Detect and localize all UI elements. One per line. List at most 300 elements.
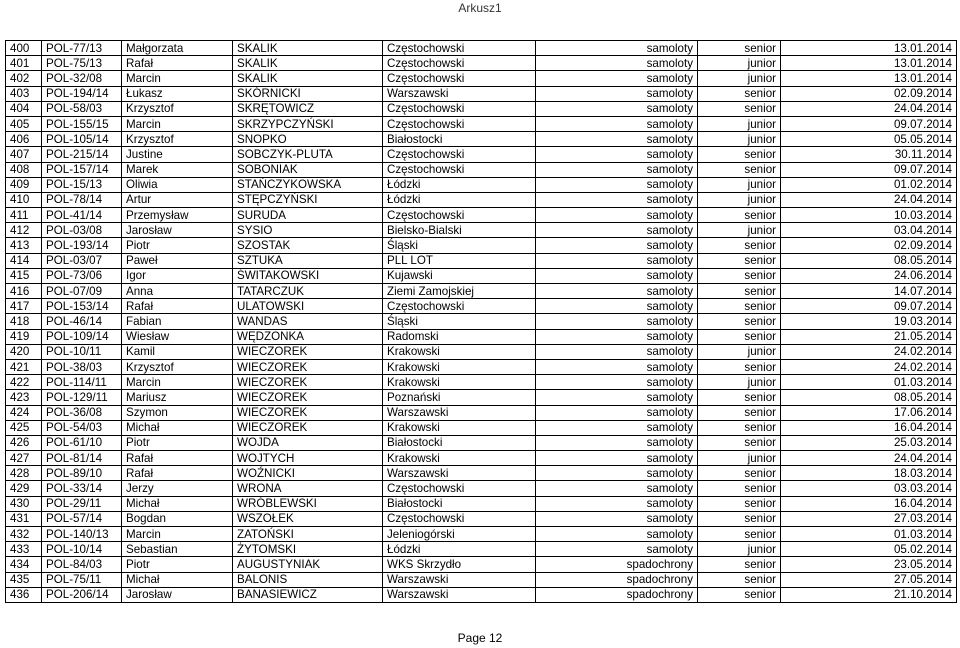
category-cell: samoloty [536,405,698,420]
last-name-cell: WIECZOREK [233,375,383,390]
level-cell: junior [698,542,781,557]
level-cell: senior [698,284,781,299]
category-cell: samoloty [536,238,698,253]
last-name-cell: WOJDA [233,435,383,450]
date-cell: 03.04.2014 [781,223,957,238]
club-cell: Krakowski [383,359,536,374]
license-id-cell: POL-75/11 [42,572,122,587]
table-row [6,496,957,511]
license-id-cell: POL-41/14 [42,208,122,223]
license-id-cell: POL-58/03 [42,101,122,116]
level-cell: junior [698,116,781,131]
license-id-cell: POL-194/14 [42,86,122,101]
date-cell: 16.04.2014 [781,420,957,435]
table-row [6,268,957,283]
row-number-cell: 417 [6,299,42,314]
table-row [6,314,957,329]
club-cell: Warszawski [383,466,536,481]
category-cell: samoloty [536,329,698,344]
row-number-cell: 422 [6,375,42,390]
club-cell: Warszawski [383,587,536,602]
row-number-cell: 415 [6,268,42,283]
last-name-cell: ŻYTOMSKI [233,542,383,557]
level-cell: senior [698,238,781,253]
club-cell: Częstochowski [383,71,536,86]
date-cell: 30.11.2014 [781,147,957,162]
date-cell: 17.06.2014 [781,405,957,420]
date-cell: 25.03.2014 [781,435,957,450]
last-name-cell: STAŃCZYKOWSKA [233,177,383,192]
first-name-cell: Fabian [122,314,233,329]
club-cell: Krakowski [383,420,536,435]
level-cell: senior [698,481,781,496]
last-name-cell: SKALIK [233,71,383,86]
level-cell: senior [698,466,781,481]
table-row [6,572,957,587]
club-cell: Częstochowski [383,116,536,131]
category-cell: samoloty [536,71,698,86]
row-number-cell: 408 [6,162,42,177]
date-cell: 24.04.2014 [781,192,957,207]
license-id-cell: POL-114/11 [42,375,122,390]
date-cell: 01.02.2014 [781,177,957,192]
first-name-cell: Jerzy [122,481,233,496]
table-row [6,390,957,405]
row-number-cell: 416 [6,284,42,299]
table-row [6,147,957,162]
club-cell: Częstochowski [383,511,536,526]
row-number-cell: 431 [6,511,42,526]
date-cell: 10.03.2014 [781,208,957,223]
last-name-cell: SKRĘTOWICZ [233,101,383,116]
category-cell: samoloty [536,359,698,374]
first-name-cell: Wiesław [122,329,233,344]
table-row [6,359,957,374]
table-row [6,542,957,557]
level-cell: junior [698,56,781,71]
category-cell: samoloty [536,101,698,116]
first-name-cell: Krzysztof [122,359,233,374]
last-name-cell: WRÓBLEWSKI [233,496,383,511]
first-name-cell: Marcin [122,375,233,390]
category-cell: samoloty [536,314,698,329]
row-number-cell: 428 [6,466,42,481]
category-cell: samoloty [536,284,698,299]
row-number-cell: 434 [6,557,42,572]
first-name-cell: Przemysław [122,208,233,223]
club-cell: Częstochowski [383,56,536,71]
table-row [6,284,957,299]
row-number-cell: 427 [6,451,42,466]
date-cell: 05.05.2014 [781,132,957,147]
last-name-cell: WĘDZONKA [233,329,383,344]
club-cell: Białostocki [383,435,536,450]
club-cell: Krakowski [383,375,536,390]
level-cell: junior [698,132,781,147]
first-name-cell: Jarosław [122,587,233,602]
club-cell: Białostocki [383,496,536,511]
club-cell: Łódzki [383,542,536,557]
license-id-cell: POL-105/14 [42,132,122,147]
first-name-cell: Piotr [122,557,233,572]
club-cell: Częstochowski [383,299,536,314]
level-cell: senior [698,572,781,587]
first-name-cell: Marcin [122,116,233,131]
table-row [6,435,957,450]
first-name-cell: Szymon [122,405,233,420]
last-name-cell: WIECZOREK [233,359,383,374]
date-cell: 08.05.2014 [781,390,957,405]
level-cell: junior [698,192,781,207]
club-cell: Częstochowski [383,481,536,496]
level-cell: junior [698,451,781,466]
date-cell: 09.07.2014 [781,162,957,177]
date-cell: 05.02.2014 [781,542,957,557]
row-number-cell: 424 [6,405,42,420]
row-number-cell: 423 [6,390,42,405]
last-name-cell: WOŹNICKI [233,466,383,481]
license-id-cell: POL-129/11 [42,390,122,405]
row-number-cell: 420 [6,344,42,359]
date-cell: 27.05.2014 [781,572,957,587]
category-cell: samoloty [536,268,698,283]
first-name-cell: Michał [122,496,233,511]
last-name-cell: SZTUKA [233,253,383,268]
date-cell: 24.04.2014 [781,451,957,466]
first-name-cell: Małgorzata [122,41,233,56]
last-name-cell: SKALIK [233,56,383,71]
row-number-cell: 406 [6,132,42,147]
table-row [6,466,957,481]
row-number-cell: 430 [6,496,42,511]
row-number-cell: 425 [6,420,42,435]
date-cell: 21.05.2014 [781,329,957,344]
level-cell: junior [698,344,781,359]
last-name-cell: WIECZOREK [233,344,383,359]
date-cell: 01.03.2014 [781,527,957,542]
club-cell: Łódzki [383,192,536,207]
table-row [6,162,957,177]
license-id-cell: POL-157/14 [42,162,122,177]
license-id-cell: POL-81/14 [42,451,122,466]
license-id-cell: POL-10/11 [42,344,122,359]
date-cell: 14.07.2014 [781,284,957,299]
last-name-cell: WIECZOREK [233,405,383,420]
row-number-cell: 435 [6,572,42,587]
table-row [6,511,957,526]
row-number-cell: 407 [6,147,42,162]
date-cell: 09.07.2014 [781,116,957,131]
license-id-cell: POL-29/11 [42,496,122,511]
category-cell: samoloty [536,481,698,496]
last-name-cell: BANASIEWICZ [233,587,383,602]
table-row [6,41,957,56]
license-id-cell: POL-38/03 [42,359,122,374]
date-cell: 13.01.2014 [781,56,957,71]
club-cell: Warszawski [383,86,536,101]
level-cell: senior [698,268,781,283]
category-cell: samoloty [536,208,698,223]
category-cell: samoloty [536,56,698,71]
first-name-cell: Jarosław [122,223,233,238]
last-name-cell: WANDAS [233,314,383,329]
level-cell: senior [698,101,781,116]
level-cell: senior [698,253,781,268]
last-name-cell: WIECZOREK [233,420,383,435]
category-cell: samoloty [536,435,698,450]
category-cell: samoloty [536,420,698,435]
license-id-cell: POL-10/14 [42,542,122,557]
date-cell: 08.05.2014 [781,253,957,268]
category-cell: samoloty [536,116,698,131]
license-id-cell: POL-03/08 [42,223,122,238]
last-name-cell: SURUDA [233,208,383,223]
table-row [6,527,957,542]
row-number-cell: 419 [6,329,42,344]
club-cell: Częstochowski [383,101,536,116]
first-name-cell: Bogdan [122,511,233,526]
row-number-cell: 412 [6,223,42,238]
table-row [6,208,957,223]
license-id-cell: POL-15/13 [42,177,122,192]
row-number-cell: 402 [6,71,42,86]
level-cell: junior [698,223,781,238]
first-name-cell: Krzysztof [122,132,233,147]
table-row [6,420,957,435]
category-cell: samoloty [536,162,698,177]
row-number-cell: 411 [6,208,42,223]
license-table [5,40,957,603]
category-cell: spadochrony [536,572,698,587]
date-cell: 24.06.2014 [781,268,957,283]
level-cell: senior [698,435,781,450]
level-cell: senior [698,329,781,344]
club-cell: Kujawski [383,268,536,283]
category-cell: samoloty [536,223,698,238]
date-cell: 24.04.2014 [781,101,957,116]
level-cell: junior [698,71,781,86]
club-cell: Krakowski [383,451,536,466]
date-cell: 13.01.2014 [781,41,957,56]
last-name-cell: SKRZYPCZYŃSKI [233,116,383,131]
category-cell: samoloty [536,375,698,390]
table-row [6,557,957,572]
category-cell: samoloty [536,86,698,101]
level-cell: senior [698,390,781,405]
first-name-cell: Marek [122,162,233,177]
date-cell: 02.09.2014 [781,238,957,253]
last-name-cell: SOBCZYK-PLUTA [233,147,383,162]
club-cell: Częstochowski [383,208,536,223]
last-name-cell: SKALIK [233,41,383,56]
first-name-cell: Kamil [122,344,233,359]
level-cell: senior [698,511,781,526]
first-name-cell: Justine [122,147,233,162]
license-id-cell: POL-03/07 [42,253,122,268]
date-cell: 01.03.2014 [781,375,957,390]
level-cell: senior [698,147,781,162]
table-row [6,299,957,314]
category-cell: samoloty [536,496,698,511]
level-cell: senior [698,86,781,101]
table-row [6,56,957,71]
row-number-cell: 418 [6,314,42,329]
table-row [6,116,957,131]
category-cell: samoloty [536,132,698,147]
club-cell: Radomski [383,329,536,344]
first-name-cell: Piotr [122,435,233,450]
table-row [6,71,957,86]
last-name-cell: ULATOWSKI [233,299,383,314]
date-cell: 21.10.2014 [781,587,957,602]
date-cell: 18.03.2014 [781,466,957,481]
row-number-cell: 413 [6,238,42,253]
row-number-cell: 410 [6,192,42,207]
category-cell: samoloty [536,451,698,466]
license-id-cell: POL-77/13 [42,41,122,56]
last-name-cell: SYSIO [233,223,383,238]
row-number-cell: 421 [6,359,42,374]
date-cell: 09.07.2014 [781,299,957,314]
club-cell: Poznański [383,390,536,405]
first-name-cell: Paweł [122,253,233,268]
club-cell: Częstochowski [383,162,536,177]
club-cell: Krakowski [383,344,536,359]
level-cell: senior [698,299,781,314]
last-name-cell: SNOPKO [233,132,383,147]
category-cell: samoloty [536,390,698,405]
table-body [6,41,957,603]
license-id-cell: POL-61/10 [42,435,122,450]
first-name-cell: Rafał [122,466,233,481]
row-number-cell: 404 [6,101,42,116]
license-id-cell: POL-215/14 [42,147,122,162]
license-id-cell: POL-36/08 [42,405,122,420]
license-id-cell: POL-84/03 [42,557,122,572]
category-cell: spadochrony [536,557,698,572]
row-number-cell: 403 [6,86,42,101]
level-cell: senior [698,359,781,374]
date-cell: 27.03.2014 [781,511,957,526]
license-id-cell: POL-07/09 [42,284,122,299]
category-cell: samoloty [536,177,698,192]
first-name-cell: Rafał [122,451,233,466]
row-number-cell: 401 [6,56,42,71]
first-name-cell: Rafał [122,56,233,71]
table-row [6,405,957,420]
license-id-cell: POL-75/13 [42,56,122,71]
category-cell: samoloty [536,511,698,526]
license-id-cell: POL-140/13 [42,527,122,542]
club-cell: Bielsko-Bialski [383,223,536,238]
club-cell: Warszawski [383,405,536,420]
first-name-cell: Michał [122,572,233,587]
license-id-cell: POL-193/14 [42,238,122,253]
table-row [6,101,957,116]
club-cell: PLL LOT [383,253,536,268]
row-number-cell: 433 [6,542,42,557]
first-name-cell: Mariusz [122,390,233,405]
category-cell: spadochrony [536,587,698,602]
table-row [6,481,957,496]
first-name-cell: Marcin [122,71,233,86]
page-number: Page 12 [457,631,503,645]
last-name-cell: WRONA [233,481,383,496]
date-cell: 13.01.2014 [781,71,957,86]
first-name-cell: Piotr [122,238,233,253]
row-number-cell: 414 [6,253,42,268]
last-name-cell: BALONIS [233,572,383,587]
document-title: Arkusz1 [458,1,502,15]
level-cell: junior [698,177,781,192]
date-cell: 02.09.2014 [781,86,957,101]
date-cell: 03.03.2014 [781,481,957,496]
first-name-cell: Michał [122,420,233,435]
row-number-cell: 429 [6,481,42,496]
license-id-cell: POL-46/14 [42,314,122,329]
level-cell: senior [698,314,781,329]
category-cell: samoloty [536,344,698,359]
category-cell: samoloty [536,147,698,162]
level-cell: senior [698,557,781,572]
first-name-cell: Łukasz [122,86,233,101]
category-cell: samoloty [536,299,698,314]
first-name-cell: Sebastian [122,542,233,557]
club-cell: Białostocki [383,132,536,147]
license-id-cell: POL-73/06 [42,268,122,283]
license-id-cell: POL-206/14 [42,587,122,602]
table-row [6,329,957,344]
level-cell: junior [698,375,781,390]
category-cell: samoloty [536,527,698,542]
row-number-cell: 436 [6,587,42,602]
level-cell: senior [698,162,781,177]
table-row [6,223,957,238]
row-number-cell: 432 [6,527,42,542]
date-cell: 24.02.2014 [781,359,957,374]
last-name-cell: TATARCZUK [233,284,383,299]
table-row [6,253,957,268]
club-cell: Częstochowski [383,41,536,56]
last-name-cell: ŚWITAKOWSKI [233,268,383,283]
last-name-cell: SOBONIAK [233,162,383,177]
last-name-cell: WSZOŁEK [233,511,383,526]
first-name-cell: Oliwia [122,177,233,192]
club-cell: Jeleniogórski [383,527,536,542]
license-id-cell: POL-89/10 [42,466,122,481]
first-name-cell: Marcin [122,527,233,542]
club-cell: WKS Skrzydło [383,557,536,572]
table-row [6,177,957,192]
first-name-cell: Anna [122,284,233,299]
table-row [6,192,957,207]
club-cell: Śląski [383,238,536,253]
row-number-cell: 400 [6,41,42,56]
level-cell: senior [698,208,781,223]
level-cell: senior [698,496,781,511]
category-cell: samoloty [536,542,698,557]
row-number-cell: 426 [6,435,42,450]
table-row [6,86,957,101]
first-name-cell: Krzysztof [122,101,233,116]
level-cell: senior [698,41,781,56]
club-cell: Łódzki [383,177,536,192]
last-name-cell: ZATOŃSKI [233,527,383,542]
category-cell: samoloty [536,466,698,481]
date-cell: 23.05.2014 [781,557,957,572]
level-cell: senior [698,587,781,602]
license-id-cell: POL-153/14 [42,299,122,314]
